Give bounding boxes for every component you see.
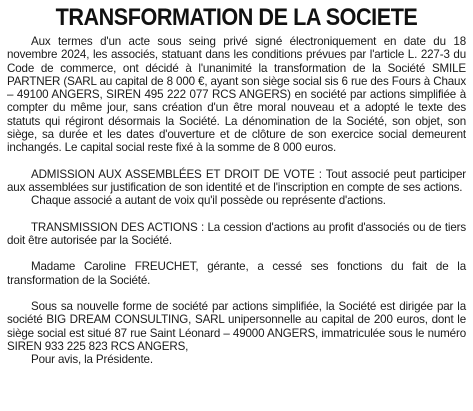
paragraph-signature: Pour avis, la Présidente. [31,353,153,366]
paragraph-admission-assemblies: ADMISSION AUX ASSEMBLÉES ET DROIT DE VOTE : Tout associé peut participer aux assemblées sur justification de son identité et de l'inscription en compte de ses actions. [7,167,466,194]
paragraph-share-transfer: TRANSMISSION DES ACTIONS : La cession d'actions au profit d'associés ou de tiers doit être autorisée par la Société. [7,220,466,247]
notice-body [7,35,466,366]
paragraph-manager-resignation: Madame Caroline FREUCHET, gérante, a cessé ses fonctions du fait de la transformation de la Société. [7,260,466,287]
legal-notice [7,3,466,366]
notice-title: TRANSFORMATION DE LA SOCIETE [55,4,418,31]
paragraph-new-president: Sous sa nouvelle forme de société par actions simplifiée, la Société est dirigée par la société BIG DREAM CONSULTING, SARL unipersonnelle au capital de 200 euros, dont le siège social est situé 87 rue Saint Léonard – 49000 ANGERS, immatriculée sous le numéro SIREN 933 225 823 RCS ANGERS, [7,300,466,353]
paragraph-voting-rights: Chaque associé a autant de voix qu'il possède ou représente d'actions. [31,194,386,207]
paragraph-transformation-act: Aux termes d'un acte sous seing privé signé électroniquement en date du 18 novembre 2024, les associés, statuant dans les conditions prévues par l'article L. 227-3 du Code de commerce, ont décidé à l'unanimité la transformation de la Société SMILE PARTNER (SARL au capital de 8 000 €, ayant son siège social sis 6 rue des Fours à Chaux – 49100 ANGERS, SIREN 495 222 077 RCS ANGERS) en société par actions simplifiée à compter du même jour, sans création d'un être moral nouveau et a adopté le texte des statuts qui régiront désormais la Société. La dénomination de la Société, son objet, son siège, sa durée et les dates d'ouverture et de clôture de son exercice social demeurent inchangés. Le capital social reste fixé à la somme de 8 000 euros. [7,35,466,154]
